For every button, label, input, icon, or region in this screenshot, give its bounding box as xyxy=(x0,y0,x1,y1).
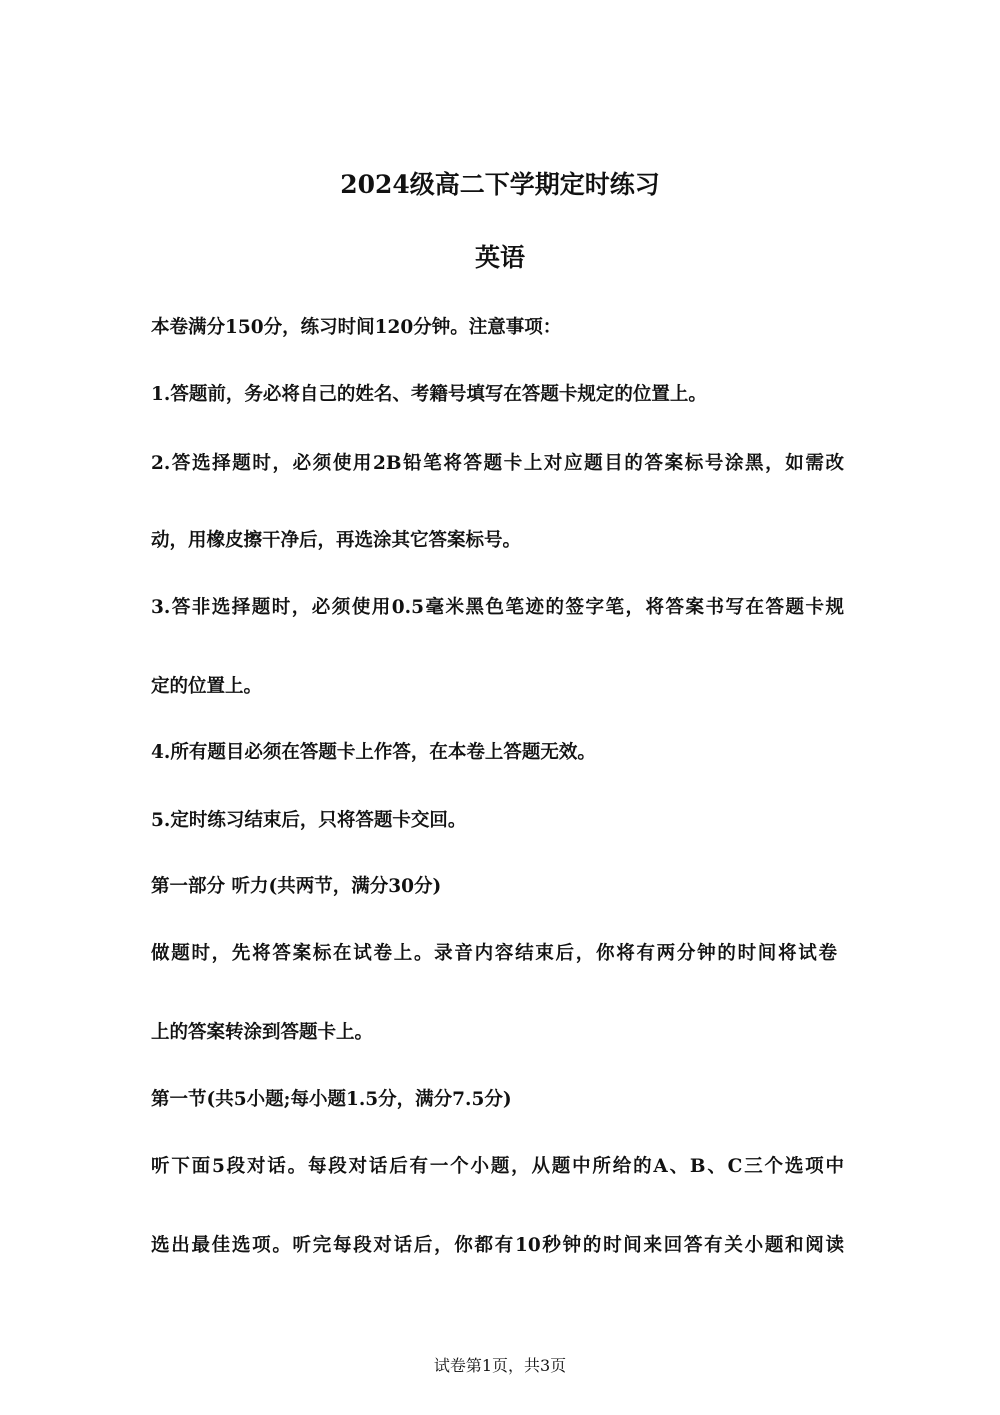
part1-heading: 第一部分 听力(共两节，满分30分) xyxy=(151,876,442,897)
instruction-4: 4.所有题目必须在答题卡上作答，在本卷上答题无效。 xyxy=(151,742,596,763)
subject-title: 英语 xyxy=(474,243,525,272)
page-footer: 试卷第1页，共3页 xyxy=(433,1356,567,1375)
instruction-2-line-2: 动，用橡皮擦干净后，再选涂其它答案标号。 xyxy=(151,530,522,551)
instruction-1: 1.答题前，务必将自己的姓名、考籍号填写在答题卡规定的位置上。 xyxy=(151,384,707,405)
section1-line-2: 选出最佳选项。听完每段对话后，你都有10秒钟的时间来回答有关小题和阅读 xyxy=(151,1235,844,1256)
instruction-2-line-1: 2.答选择题时，必须使用2B铅笔将答题卡上对应题目的答案标号涂黑，如需改 xyxy=(151,453,844,474)
part1-intro-line-1: 做题时，先将答案标在试卷上。录音内容结束后，你将有两分钟的时间将试卷 xyxy=(151,943,837,964)
instruction-3-line-1: 3.答非选择题时，必须使用0.5毫米黑色笔迹的签字笔，将答案书写在答题卡规 xyxy=(151,597,844,618)
section1-heading: 第一节(共5小题;每小题1.5分，满分7.5分) xyxy=(151,1089,512,1110)
exam-title: 2024级高二下学期定时练习 xyxy=(340,170,660,199)
header-note: 本卷满分150分，练习时间120分钟。注意事项： xyxy=(151,317,562,338)
part1-intro-line-2: 上的答案转涂到答题卡上。 xyxy=(151,1022,374,1043)
section1-line-1: 听下面5段对话。每段对话后有一个小题，从题中所给的A、B、C三个选项中 xyxy=(151,1156,844,1177)
instruction-3-line-2: 定的位置上。 xyxy=(151,676,263,697)
instruction-5: 5.定时练习结束后，只将答题卡交回。 xyxy=(151,810,467,831)
